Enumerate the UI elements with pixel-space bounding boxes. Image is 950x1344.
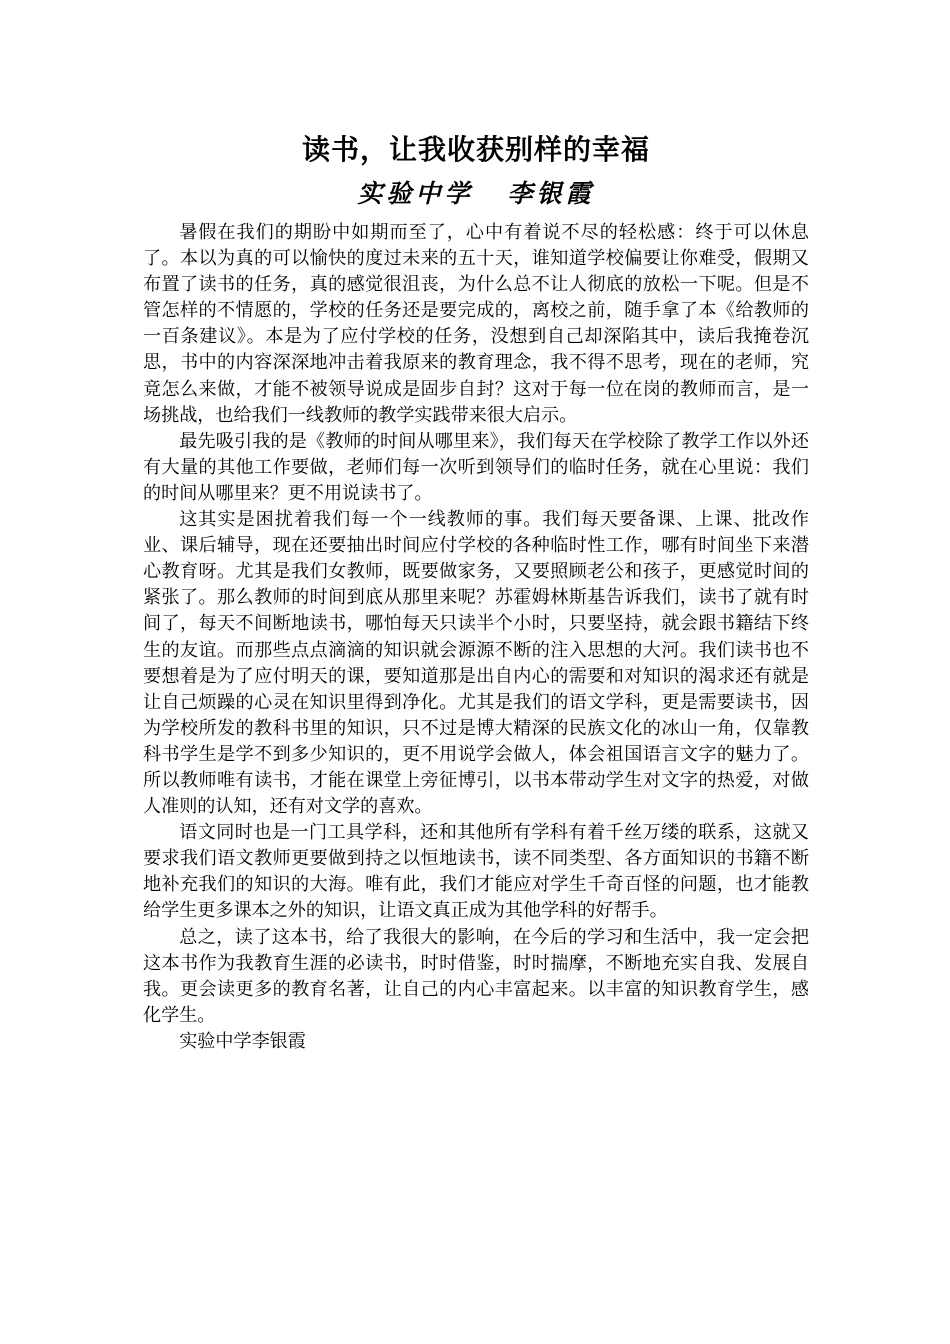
document-body [143,128,809,1055]
paragraph-3: 这其实是困扰着我们每一个一线教师的事。我们每天要备课、上课、批改作业、课后辅导，现在还要抽出时间应付学校的各种临时性工作，哪有时间坐下来潜心教育呀。尤其是我们女教师，既要做家务，又要照顾老公和孩子，更感觉时间的紧张了。那么教师的时间到底从那里来呢？苏霍姆林斯基告诉我们，读书了就有时间了，每天不间断地读书，哪怕每天只读半个小时，只要坚持，就会跟书籍结下终生的友谊。而那些点点滴滴的知识就会源源不断的注入思想的大河。我们读书也不要想着是为了应付明天的课，要知道那是出自内心的需要和对知识的渴求还有就是让自己烦躁的心灵在知识里得到净化。尤其是我们的语文学科，更是需要读书，因为学校所发的教科书里的知识，只不过是博大精深的民族文化的冰山一角，仅靠教科书学生是学不到多少知识的，更不用说学会做人，体会祖国语言文字的魅力了。所以教师唯有读书，才能在课堂上旁征博引，以书本带动学生对文字的热爱，对做人准则的认知，还有对文学的喜欢。 [143,509,809,818]
paragraph-4: 语文同时也是一门工具学科，还和其他所有学科有着千丝万缕的联系，这就又要求我们语文教师更要做到持之以恒地读书，读不同类型、各方面知识的书籍不断地补充我们的知识的大海。唯有此，我们才能应对学生千奇百怪的问题，也才能教给学生更多课本之外的知识，让语文真正成为其他学科的好帮手。 [143,822,809,922]
document-byline [143,172,809,216]
paragraph-5: 总之，读了这本书，给了我很大的影响，在今后的学习和生活中，我一定会把这本书作为我教育生涯的必读书，时时借鉴，时时揣摩，不断地充实自我、发展自我。更会读更多的教育名著，让自己的内心丰富起来。以丰富的知识教育学生，感化学生。 [143,926,809,1026]
paragraph-1: 暑假在我们的期盼中如期而至了，心中有着说不尽的轻松感：终于可以休息了。本以为真的可以愉快的度过未来的五十天，谁知道学校偏要让你难受，假期又布置了读书的任务，真的感觉很沮丧，为什么总不让人彻底的放松一下呢。但是不管怎样的不情愿的，学校的任务还是要完成的，离校之前，随手拿了本《给教师的一百条建议》。本是为了应付学校的任务，没想到自己却深陷其中，读后我掩卷沉思，书中的内容深深地冲击着我原来的教育理念，我不得不思考，现在的老师，究竟怎么来做，才能不被领导说成是固步自封？这对于每一位在岗的教师而言，是一场挑战，也给我们一线教师的教学实践带来很大启示。 [143,222,809,426]
paragraph-2: 最先吸引我的是《教师的时间从哪里来》，我们每天在学校除了教学工作以外还有大量的其他工作要做，老师们每一次听到领导们的临时任务，就在心里说：我们的时间从哪里来？更不用说读书了。 [143,430,809,504]
signature: 实验中学李银霞 [179,1030,306,1052]
byline-author: 李银霞 [507,179,595,208]
document-title: 读书，让我收获别样的幸福 [301,133,650,166]
byline-school: 实验中学 [357,179,474,208]
